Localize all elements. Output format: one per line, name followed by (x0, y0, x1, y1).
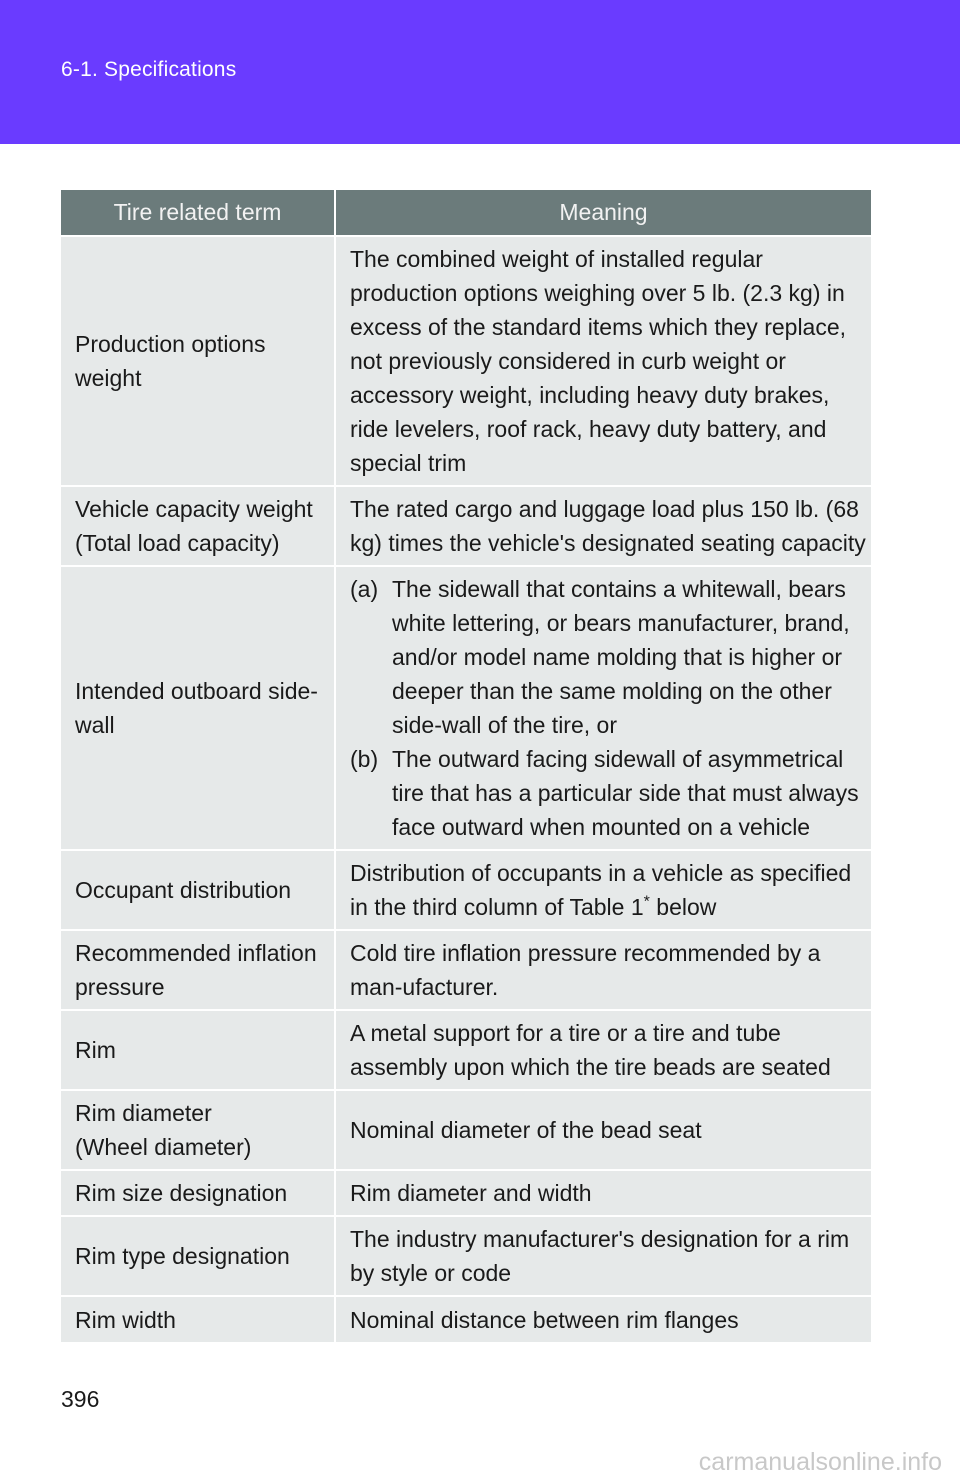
table-row (61, 930, 871, 1010)
section-title: 6-1. Specifications (61, 58, 237, 81)
table-row (61, 1090, 871, 1170)
term-cell: Rim width (61, 1296, 335, 1342)
list-item-label: (a) (350, 576, 379, 602)
sub-list (350, 572, 867, 844)
page-number: 396 (61, 1386, 100, 1412)
meaning-cell: The combined weight of installed regular production options weighing over 5 lb. (2.3 kg) in excess of the standard items which they replace, not previously considered in curb weight or accessory weight, including heavy duty brakes, ride levelers, roof rack, heavy duty battery, and special trim (335, 236, 871, 486)
term-cell: Intended outboard side-wall (61, 566, 335, 850)
footnote-marker: * (643, 893, 650, 911)
table-row (61, 236, 871, 486)
meaning-cell: The rated cargo and luggage load plus 150 lb. (68 kg) times the vehicle's designated seating capacity (335, 486, 871, 566)
term-cell: Production options weight (61, 236, 335, 486)
list-item-text: The outward facing sidewall of asymmetrical tire that has a particular side that must always face outward when mounted on a vehicle (392, 746, 859, 840)
term-cell: Rim type designation (61, 1216, 335, 1296)
meaning-text: Distribution of occupants in a vehicle as specified in the third column of Table 1 (350, 860, 852, 920)
table-row (61, 1170, 871, 1216)
table-row (61, 1216, 871, 1296)
meaning-cell (335, 566, 871, 850)
meaning-cell: Rim diameter and width (335, 1170, 871, 1216)
term-cell (61, 1090, 335, 1170)
meaning-cell: Nominal distance between rim flanges (335, 1296, 871, 1342)
header-band (0, 0, 960, 144)
table-row (61, 1296, 871, 1342)
table-row (61, 1010, 871, 1090)
table-row (61, 486, 871, 566)
table-row (61, 850, 871, 930)
meaning-text-tail: below (649, 894, 717, 920)
meaning-cell: The industry manufacturer's designation for a rim by style or code (335, 1216, 871, 1296)
list-item-text: The sidewall that contains a whitewall, bears white lettering, or bears manufacturer, brand, and/or model name molding that is higher or deeper than the same molding on the other side-wall of the tire, or (392, 576, 850, 738)
tire-terms-table (61, 190, 871, 1342)
meaning-cell (335, 850, 871, 930)
term-cell: Rim size designation (61, 1170, 335, 1216)
term-cell: Vehicle capacity weight (Total load capacity) (61, 486, 335, 566)
term-line: (Wheel diameter) (75, 1134, 252, 1160)
watermark-link[interactable]: carmanualsonline.info (698, 1448, 942, 1476)
term-cell: Occupant distribution (61, 850, 335, 930)
table-header-row (61, 190, 871, 236)
term-line: Rim diameter (75, 1100, 212, 1126)
term-cell: Rim (61, 1010, 335, 1090)
meaning-cell: A metal support for a tire or a tire and tube assembly upon which the tire beads are seated (335, 1010, 871, 1090)
list-item-label: (b) (350, 746, 379, 772)
list-item (350, 572, 867, 742)
list-item (350, 742, 867, 844)
column-header-term: Tire related term (61, 190, 335, 236)
meaning-cell: Cold tire inflation pressure recommended by a man-ufacturer. (335, 930, 871, 1010)
term-cell: Recommended inflation pressure (61, 930, 335, 1010)
column-header-meaning: Meaning (335, 190, 871, 236)
table-row (61, 566, 871, 850)
meaning-cell: Nominal diameter of the bead seat (335, 1090, 871, 1170)
